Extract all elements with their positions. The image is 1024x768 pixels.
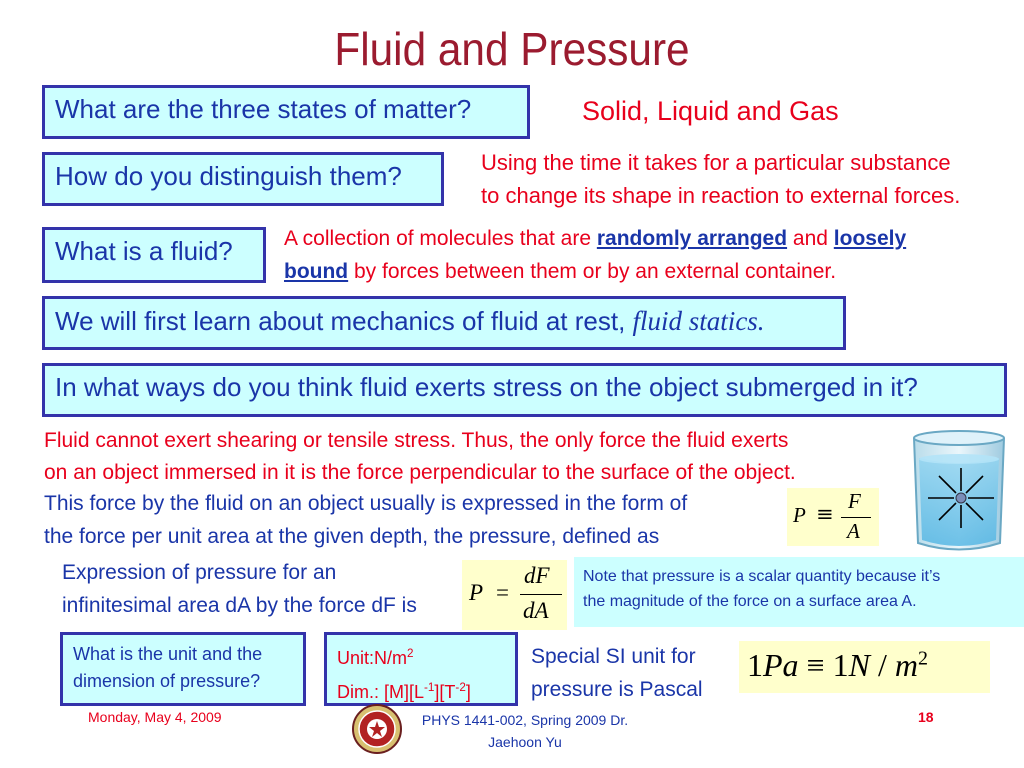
unit-exponent: 2 xyxy=(407,647,414,660)
eq2-lhs: P xyxy=(469,580,484,605)
pressure-definition xyxy=(44,487,687,553)
eq2-denominator: dA xyxy=(523,598,549,623)
footer-course-line2: Jaehoon Yu xyxy=(488,734,562,750)
unit-dimension-answer xyxy=(324,632,518,706)
eq3-meter: m xyxy=(894,647,918,683)
answer-distinguish-line2: to change its shape in reaction to external forces. xyxy=(481,183,961,208)
answer-states-of-matter: Solid, Liquid and Gas xyxy=(582,96,839,126)
fluid-statics-text: We will first learn about mechanics of fluid at rest, xyxy=(55,306,633,336)
fluid-statics-statement xyxy=(42,296,846,350)
unit-question-line1: What is the unit and the xyxy=(73,644,263,664)
answer-stress-line1: Fluid cannot exert shearing or tensile stress. Thus, the only force the fluid exerts xyxy=(44,429,789,452)
fluid-def-emphasis-random: randomly arranged xyxy=(596,227,788,250)
eq1-lhs: P xyxy=(793,503,806,527)
fluid-statics-term: fluid statics. xyxy=(632,306,765,336)
pascal-equation-text xyxy=(747,647,928,684)
eq3-one-a: 1 xyxy=(747,647,763,683)
footer-course xyxy=(390,709,660,753)
si-unit-note xyxy=(531,640,703,706)
dim-mid: ][T xyxy=(434,682,456,702)
eq1-numerator: F xyxy=(848,489,861,513)
pascal-equation xyxy=(739,641,990,693)
infinitesimal-line2: infinitesimal area dA by the force dF is xyxy=(62,594,417,617)
slide-title: Fluid and Pressure xyxy=(334,23,690,75)
question-distinguish-text: How do you distinguish them? xyxy=(55,161,402,191)
answer-distinguish xyxy=(481,146,960,212)
question-states-of-matter xyxy=(42,85,530,139)
eq3-slash: / xyxy=(869,647,895,683)
dim-time-exponent: -2 xyxy=(455,681,466,694)
eq3-exponent: 2 xyxy=(917,647,928,670)
page-number: 18 xyxy=(918,709,934,725)
scalar-note xyxy=(574,557,1024,627)
eq1-denominator: A xyxy=(847,519,860,543)
eq2-fraction-bar xyxy=(520,594,562,595)
question-unit-dimension xyxy=(60,632,306,706)
pressure-equation xyxy=(787,488,879,546)
footer-course-line1: PHYS 1441-002, Spring 2009 Dr. xyxy=(421,712,629,728)
dim-length-exponent: -1 xyxy=(424,681,435,694)
eq3-pascal: Pa xyxy=(763,647,799,683)
question-what-is-fluid xyxy=(42,227,266,283)
answer-distinguish-line1: Using the time it takes for a particular substance xyxy=(481,150,951,175)
pressure-def-line2: the force per unit area at the given depth, the pressure, defined as xyxy=(44,525,660,548)
infinitesimal-line1: Expression of pressure for an xyxy=(62,561,337,584)
answer-stress-line2: on an object immersed in it is the force perpendicular to the surface of the object. xyxy=(44,461,796,484)
dim-label: Dim.: [M][L xyxy=(337,682,425,702)
fluid-def-part1: A collection of molecules that are xyxy=(284,227,597,250)
eq3-one-b: 1 xyxy=(832,647,849,683)
fluid-def-emphasis-loosely: loosely xyxy=(833,227,907,250)
si-line2: pressure is Pascal xyxy=(531,678,703,701)
infinitesimal-expression xyxy=(62,556,417,622)
eq2-operator: = xyxy=(496,580,509,605)
footer-date: Monday, May 4, 2009 xyxy=(88,709,222,725)
fluid-def-part2: and xyxy=(787,227,834,250)
answer-what-is-fluid xyxy=(284,222,1004,288)
pressure-def-line1: This force by the fluid on an object usually is expressed in the form of xyxy=(44,492,688,515)
fluid-def-part3: by forces between them or by an external container. xyxy=(348,260,837,283)
dim-end: ] xyxy=(465,682,471,702)
note-line2: the magnitude of the force on a surface area A. xyxy=(583,593,917,610)
answer-fluid-stress xyxy=(44,425,796,489)
eq2-numerator: dF xyxy=(524,563,550,588)
question-fluid-stress xyxy=(42,363,1007,417)
eq1-fraction-bar xyxy=(841,517,871,518)
dimension-answer-line xyxy=(337,673,505,707)
note-line1: Note that pressure is a scalar quantity because it’s xyxy=(583,568,941,585)
eq3-newton: N xyxy=(848,647,870,683)
unit-answer-line xyxy=(337,639,505,673)
differential-pressure-equation xyxy=(462,560,567,630)
question-states-text: What are the three states of matter? xyxy=(55,94,472,124)
eq3-operator: ≡ xyxy=(806,647,825,683)
eq1-operator: ≡ xyxy=(816,502,834,526)
si-line1: Special SI unit for xyxy=(531,645,696,668)
unit-label: Unit:N/m xyxy=(337,648,408,668)
unit-question-line2: dimension of pressure? xyxy=(73,671,261,691)
beaker-illustration xyxy=(906,428,1012,556)
question-fluid-text: What is a fluid? xyxy=(55,236,233,266)
question-stress-text: In what ways do you think fluid exerts stress on the object submerged in it? xyxy=(55,372,918,402)
fluid-def-emphasis-bound: bound xyxy=(284,260,349,283)
question-distinguish xyxy=(42,152,444,206)
